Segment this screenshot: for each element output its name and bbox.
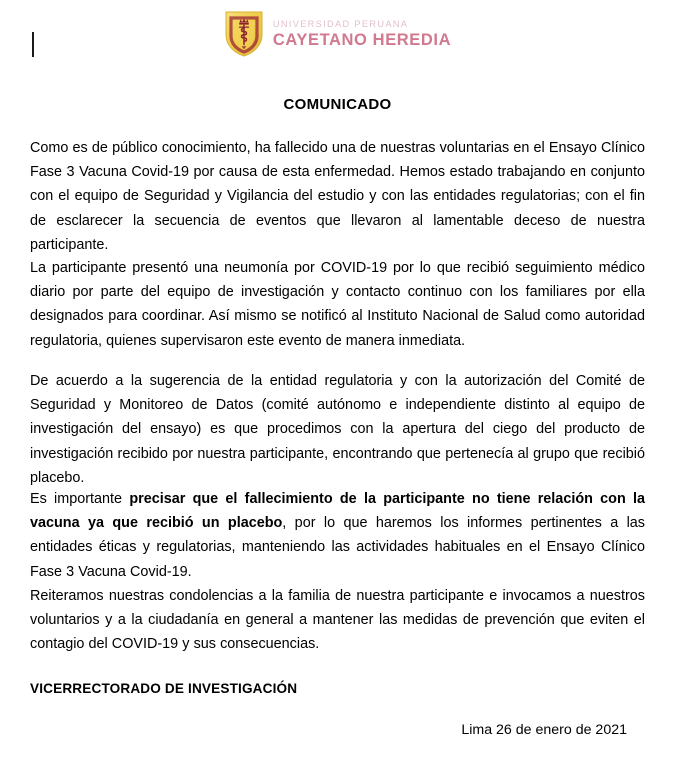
university-wordmark (273, 18, 451, 49)
page-title: COMUNICADO (283, 96, 392, 113)
university-logo (224, 10, 451, 57)
paragraph-5: Reiteramos nuestras condolencias a la familia de nuestra participante e invocamos a nuestros voluntarios y a la ciudadanía en general a mantener las medidas de prevención que eviten el contagio del COVID-19 y sus consecuencias. (30, 588, 645, 653)
paragraph-4-emphasis: precisar que el fallecimiento de la participante no tiene relación con la vacuna ya que recibió un placebo (30, 491, 645, 532)
date-stamp: Lima 26 de enero de 2021 (461, 722, 627, 738)
signature-block: VICERRECTORADO DE INVESTIGACIÓN (30, 681, 298, 696)
paragraph-4-lead: Es importante (30, 491, 130, 507)
upch-shield-crest-icon (224, 10, 264, 57)
paragraph-4 (30, 487, 645, 584)
university-name-line1: UNIVERSIDAD PERUANA (272, 19, 409, 30)
paragraph-2: La participante presentó una neumonía por COVID-19 por lo que recibió seguimiento médico diario por parte del equipo de investigación y contacto continuo con los familiares por ella designados para coordinar. Así mismo se notificó al Instituto Nacional de Salud como autoridad regulatoria, quienes supervisaron este evento de manera inmediata. (30, 260, 645, 349)
university-name-line2: CAYETANO HEREDIA (272, 31, 452, 50)
paragraph-1: Como es de público conocimiento, ha fallecido una de nuestras voluntarias en el Ensayo Clínico Fase 3 Vacuna Covid-19 por causa de esta enfermedad. Hemos estado trabajando en conjunto con el equipo de Seguridad y Vigilancia del estudio y con las entidades regulatorias; con el fin de esclarecer la secuencia de eventos que llevaron al lamentable deceso de nuestra participante. (30, 140, 645, 253)
paragraph-3: De acuerdo a la sugerencia de la entidad regulatoria y con la autorización del Comité de Seguridad y Monitoreo de Datos (comité autónomo e independiente distinto al equipo de investigación del ensayo) es que procedimos con la apertura del ciego del producto de investigación recibido por nuestra participante, encontrando que pertenecía al grupo que recibió placebo. (30, 373, 645, 486)
paragraph-4-tail: , por lo que haremos los informes pertinentes a las entidades éticas y regulatorias, manteniendo las actividades habituales en el Ensayo Clínico Fase 3 Vacuna Covid-19. (30, 515, 645, 580)
document-header (0, 10, 675, 57)
